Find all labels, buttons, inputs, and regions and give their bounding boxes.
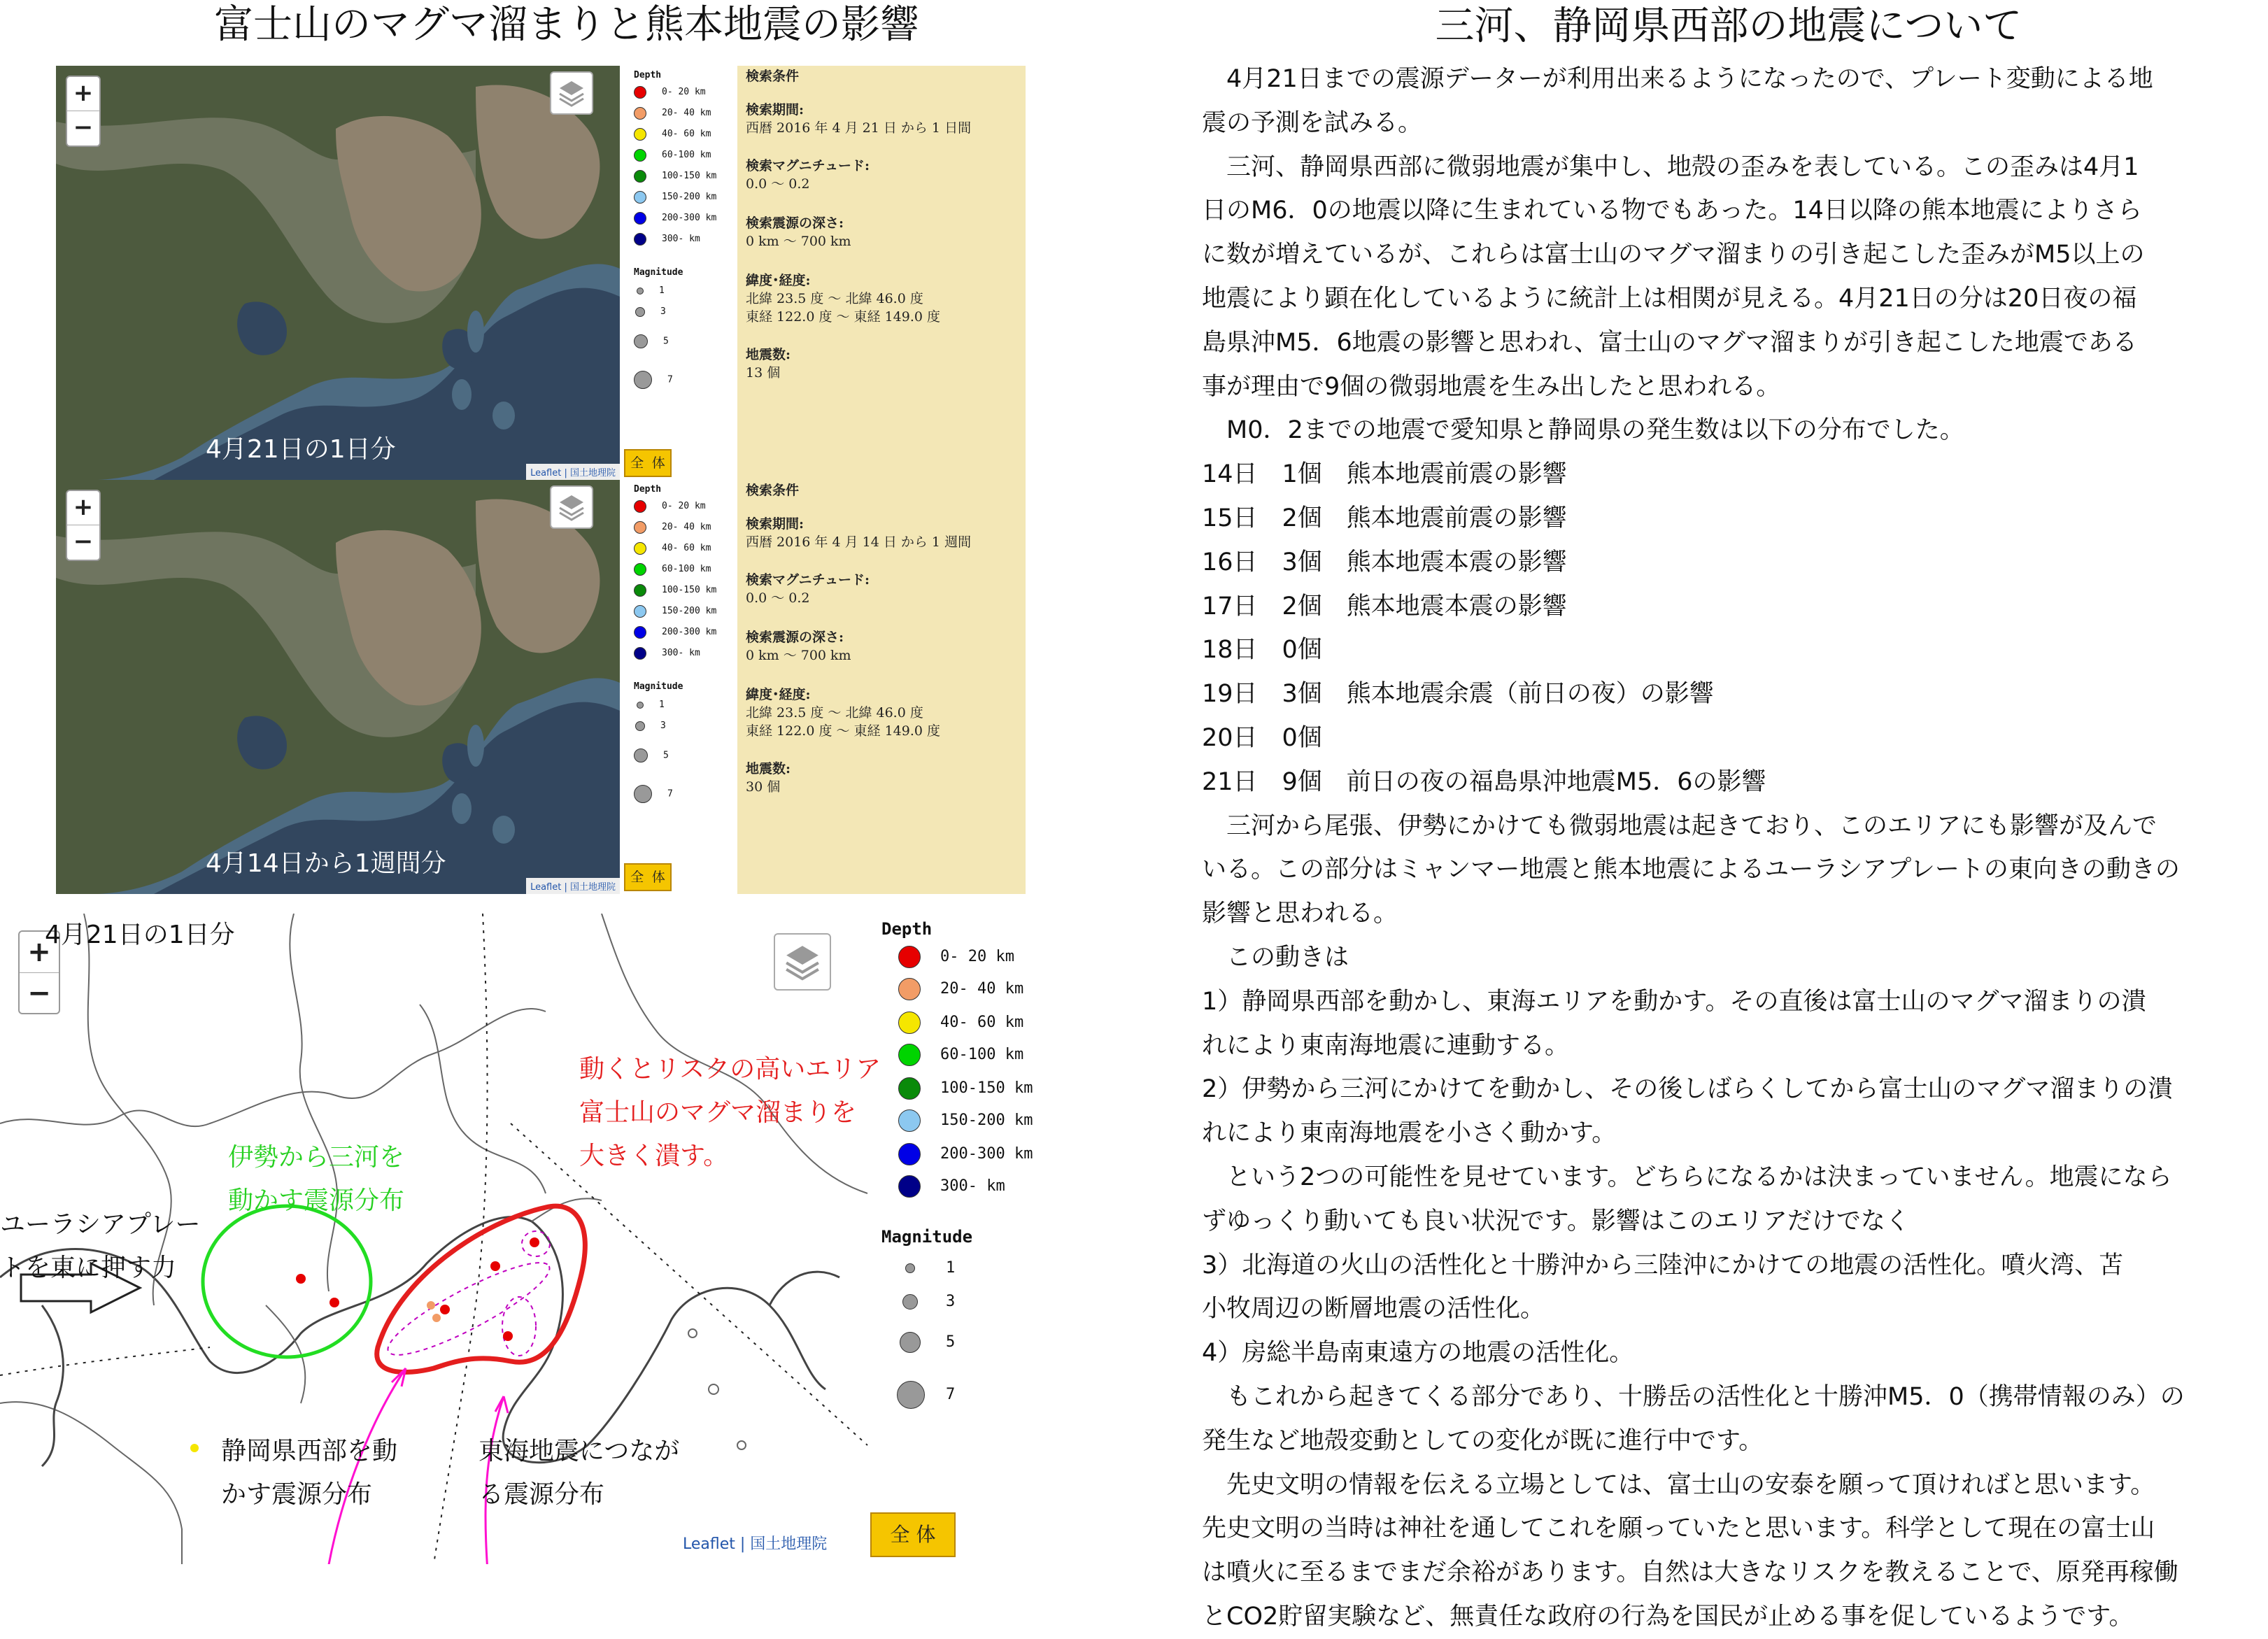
tokai-label-1: 東海地震につなが xyxy=(479,1437,680,1466)
article-line: 地震により顕在化しているように統計上は相関が見える。4月21日の分は20日夜の福 xyxy=(1202,284,2137,313)
legend-depth-item: 100-150 km xyxy=(634,169,716,183)
legend-magnitude-title: Magnitude xyxy=(881,1227,973,1247)
legend-magnitude-title: Magnitude xyxy=(634,681,683,692)
map-caption-1: 4月21日の1日分 xyxy=(206,435,396,464)
legend-mag-item: 7 xyxy=(634,785,673,799)
article-line: 三河から尾張、伊勢にかけても微弱地震は起きており、このエリアにも影響が及んで xyxy=(1202,811,2157,840)
satellite-map-2[interactable] xyxy=(56,480,620,894)
article-line: いる。この部分はミャンマー地震と熊本地震によるユーラシアプレートの東向きの動きの xyxy=(1202,856,2180,884)
ise-mikawa-ellipse xyxy=(203,1206,371,1357)
legend-depth-item: 100-150 km xyxy=(898,1077,1033,1100)
legend-depth-item: 0- 20 km xyxy=(634,85,706,99)
map3-legend xyxy=(874,914,1108,1445)
legend-depth-item: 20- 40 km xyxy=(634,520,711,534)
zentai-button[interactable]: 全 体 xyxy=(624,449,672,477)
article-line: 先史文明の当時は神社を通してこれを願っていたと思います。科学として現在の富士山 xyxy=(1202,1514,2155,1543)
legend-magnitude-title: Magnitude xyxy=(634,267,683,278)
map-caption-2: 4月14日から1週間分 xyxy=(206,849,446,878)
ise-label-2: 動かす震源分布 xyxy=(228,1186,405,1215)
zoom-in-button[interactable]: + xyxy=(67,77,99,111)
high-risk-label-1: 動くとリスクの高いエリア xyxy=(579,1055,881,1084)
map-panel-1 xyxy=(56,66,1026,480)
shizuoka-label-2: かす震源分布 xyxy=(221,1480,373,1509)
legend-depth-item: 150-200 km xyxy=(634,604,716,618)
high-risk-label-2: 富士山のマグマ溜まりを xyxy=(579,1098,857,1127)
article-line: 震の予測を試みる。 xyxy=(1202,108,1423,137)
article-body xyxy=(1202,57,2265,1639)
legend-depth-title: Depth xyxy=(881,919,933,939)
ise-label-1: 伊勢から三河を xyxy=(228,1143,405,1172)
map-panel-2 xyxy=(56,480,1026,894)
map-attribution[interactable]: Leaflet | 国土地理院 xyxy=(526,464,620,480)
legend-depth-item: 200-300 km xyxy=(898,1143,1033,1165)
zoom-out-button[interactable]: − xyxy=(73,113,94,141)
satellite-map-1[interactable] xyxy=(56,66,620,480)
quake-markers xyxy=(296,1237,539,1341)
zoom-out-button[interactable]: − xyxy=(73,527,94,555)
outline-map-panel xyxy=(0,914,1108,1564)
article-line: 事が理由で9個の微弱地震を生み出したと思われる。 xyxy=(1202,372,1781,401)
article-line: とCO2貯留実験など、無責任な政府の行為を国民が止める事を促しているようです。 xyxy=(1202,1602,2134,1631)
article-line: 島県沖M5．6地震の影響と思われ、富士山のマグマ溜まりが引き起こした地震である xyxy=(1202,328,2137,357)
article-line: れにより東南海地震に連動する。 xyxy=(1202,1031,1570,1060)
legend-mag-item: 7 xyxy=(634,371,673,385)
layers-icon[interactable] xyxy=(774,933,831,991)
article-line: M0．2までの地震で愛知県と静岡県の発生数は以下の分布でした。 xyxy=(1202,416,1964,445)
legend-mag-item: 1 xyxy=(634,698,665,712)
legend-depth-item: 300- km xyxy=(898,1175,1005,1198)
article-line: 4月21日までの震源データーが利用出来るようになったので、プレート変動による地 xyxy=(1202,65,2153,93)
article-line: 三河、静岡県西部に微弱地震が集中し、地殻の歪みを表している。この歪みは4月1 xyxy=(1202,152,2139,181)
eurasia-label-1: ユーラシアプレー xyxy=(0,1210,201,1239)
article-line: に数が増えているが、これらは富士山のマグマ溜まりの引き起こした歪みがM5以上の xyxy=(1202,241,2145,269)
zentai-button[interactable]: 全 体 xyxy=(624,863,672,891)
legend-depth-item: 40- 60 km xyxy=(634,127,711,141)
article-line: 1）静岡県西部を動かし、東海エリアを動かす。その直後は富士山のマグマ溜まりの潰 xyxy=(1202,987,2146,1016)
zoom-in-button[interactable]: + xyxy=(20,932,59,973)
legend-depth-item: 40- 60 km xyxy=(634,541,711,555)
search-conditions-2: 検索条件 検索期間: 西暦 2016 年 4 月 14 日 から 1 週間 検索マグニチュード: 0.0 〜 0.2 検索震源の深さ: 0 km 〜 700 km 緯度･経度: 北緯 23.5 度 〜 北緯 46.0 度 東経 122.0 度 〜 東経 149.0 度 地震数: 30 個 xyxy=(737,480,1026,894)
article-line: 14日 1個 熊本地震前震の影響 xyxy=(1202,460,1567,489)
shizuoka-label-1: 静岡県西部を動 xyxy=(221,1437,398,1466)
article-line: 21日 9個 前日の夜の福島県沖地震M5．6の影響 xyxy=(1202,767,1766,796)
layers-icon[interactable] xyxy=(550,485,593,529)
legend-mag-item: 5 xyxy=(900,1332,955,1353)
legend-mag-item: 3 xyxy=(902,1293,955,1310)
legend-depth-item: 150-200 km xyxy=(898,1109,1033,1132)
article-line: という2つの可能性を見せています。どちらになるかは決まっていません。地震になら xyxy=(1202,1163,2172,1191)
map-attribution[interactable]: Leaflet | 国土地理院 xyxy=(683,1535,828,1553)
map-legend-1 xyxy=(620,66,737,480)
tokai-label-2: る震源分布 xyxy=(479,1480,605,1509)
article-line: れにより東南海地震を小さく動かす。 xyxy=(1202,1119,1617,1148)
legend-depth-item: 0- 20 km xyxy=(898,946,1014,968)
layers-icon[interactable] xyxy=(550,71,593,115)
legend-mag-item: 7 xyxy=(897,1381,955,1409)
zoom-control-1 xyxy=(66,76,101,147)
legend-depth-title: Depth xyxy=(634,70,662,80)
article-line: ずゆっくり動いても良い状況です。影響はこのエリアだけでなく xyxy=(1202,1207,1910,1235)
article-line: は噴火に至るまでまだ余裕があります。自然は大きなリスクを教えることで、原発再稼働 xyxy=(1202,1559,2178,1587)
legend-depth-item: 60-100 km xyxy=(634,148,711,162)
article-line: 15日 2個 熊本地震前震の影響 xyxy=(1202,504,1567,532)
article-line: 16日 3個 熊本地震本震の影響 xyxy=(1202,548,1567,576)
legend-depth-item: 150-200 km xyxy=(634,190,716,204)
legend-mag-item: 5 xyxy=(634,748,669,762)
high-risk-area xyxy=(377,1206,586,1372)
map3-caption: 4月21日の1日分 xyxy=(45,921,235,949)
article-line: 20日 0個 xyxy=(1202,723,1322,752)
article-line: 3）北海道の火山の活性化と十勝沖から三陸沖にかけての地震の活性化。噴火湾、苫 xyxy=(1202,1251,2124,1279)
legend-mag-item: 3 xyxy=(634,719,666,733)
legend-mag-item: 5 xyxy=(634,334,669,348)
article-line: 発生など地殻変動としての変化が既に進行中です。 xyxy=(1202,1426,1764,1455)
article-line: この動きは xyxy=(1202,943,1349,972)
legend-depth-item: 60-100 km xyxy=(898,1044,1023,1066)
article-line: 2）伊勢から三河にかけてを動かし、その後しばらくしてから富士山のマグマ溜まりの潰 xyxy=(1202,1075,2173,1104)
legend-mag-item: 1 xyxy=(905,1259,955,1277)
right-title: 三河、静岡県西部の地震について xyxy=(1435,3,2022,49)
legend-depth-item: 20- 40 km xyxy=(634,106,711,120)
article-line: 先史文明の情報を伝える立場としては、富士山の安泰を願って頂ければと思います。 xyxy=(1202,1470,2155,1499)
legend-depth-item: 0- 20 km xyxy=(634,499,706,513)
legend-depth-item: 200-300 km xyxy=(634,211,716,225)
legend-depth-item: 60-100 km xyxy=(634,562,711,576)
legend-depth-item: 300- km xyxy=(634,646,700,660)
zoom-control-2 xyxy=(66,490,101,561)
legend-depth-item: 100-150 km xyxy=(634,583,716,597)
article-line: 18日 0個 xyxy=(1202,636,1322,665)
article-line: 17日 2個 熊本地震本震の影響 xyxy=(1202,592,1567,620)
map-attribution[interactable]: Leaflet | 国土地理院 xyxy=(526,878,620,894)
article-line: 日のM6．0の地震以降に生まれている物でもあった。14日以降の熊本地震によりさら xyxy=(1202,197,2142,225)
zentai-button[interactable]: 全 体 xyxy=(870,1512,956,1557)
left-title: 富士山のマグマ溜まりと熊本地震の影響 xyxy=(214,2,919,48)
legend-depth-item: 20- 40 km xyxy=(898,978,1023,1000)
article-line: もこれから起きてくる部分であり、十勝岳の活性化と十勝沖M5．0（携帯情報のみ）の xyxy=(1202,1382,2185,1411)
legend-depth-title: Depth xyxy=(634,484,662,495)
legend-depth-item: 40- 60 km xyxy=(898,1012,1023,1034)
legend-mag-item: 3 xyxy=(634,305,666,319)
article-line: 小牧周辺の断層地震の活性化。 xyxy=(1202,1295,1545,1324)
article-line: 19日 3個 熊本地震余震（前日の夜）の影響 xyxy=(1202,680,1714,709)
search-conditions-1: 検索条件 検索期間: 西暦 2016 年 4 月 21 日 から 1 日間 検索マグニチュード: 0.0 〜 0.2 検索震源の深さ: 0 km 〜 700 km 緯度･経度: 北緯 23.5 度 〜 北緯 46.0 度 東経 122.0 度 〜 東経 149.0 度 地震数: 13 個 xyxy=(737,66,1026,480)
map-legend-2 xyxy=(620,480,737,894)
article-line: 4）房総半島南東遠方の地震の活性化。 xyxy=(1202,1339,1634,1368)
zoom-out-button[interactable]: − xyxy=(27,977,51,1009)
legend-depth-item: 200-300 km xyxy=(634,625,716,639)
high-risk-label-3: 大きく潰す。 xyxy=(579,1142,729,1170)
eurasia-label-2: トを東に押す力 xyxy=(0,1254,177,1282)
legend-mag-item: 1 xyxy=(634,284,665,298)
legend-depth-item: 300- km xyxy=(634,232,700,246)
zoom-in-button[interactable]: + xyxy=(67,491,99,525)
article-line: 影響と思われる。 xyxy=(1202,900,1398,928)
